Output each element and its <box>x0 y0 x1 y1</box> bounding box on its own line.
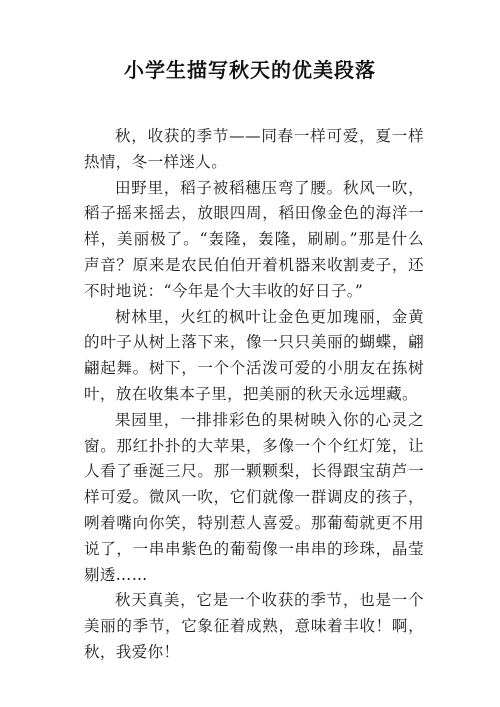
paragraph-field: 田野里，稻子被稻穗压弯了腰。秋风一吹，稻子摇来摇去，放眼四周，稻田像金色的海洋一样，美丽极了。“轰隆，轰隆，刷刷。”那是什么声音？原来是农民伯伯开着机器来收割麦子，还不时地说：“今年是个大丰收的好日子。” <box>84 178 424 300</box>
paragraph-conclusion: 秋天真美，它是一个收获的季节，也是一个美丽的季节，它象征着成熟，意味着丰收！啊，秋，我爱你！ <box>84 591 424 661</box>
document-title: 小学生描写秋天的优美段落 <box>124 58 376 82</box>
paragraph-intro: 秋，收获的季节——同春一样可爱，夏一样热情，冬一样迷人。 <box>84 127 424 171</box>
paragraph-orchard: 果园里，一排排彩色的果树映入你的心灵之窗。那红扑扑的大苹果，多像一个个红灯笼，让人看了垂涎三尺。那一颗颗梨，长得跟宝葫芦一样可爱。微风一吹，它们就像一群调皮的孩子，咧着嘴向你笑，特别惹人喜爱。那葡萄就更不用说了，一串串紫色的葡萄像一串串的珍珠，晶莹剔透…… <box>84 410 424 584</box>
paragraph-forest: 树林里，火红的枫叶让金色更加瑰丽，金黄的叶子从树上落下来，像一只只美丽的蝴蝶，翩翩起舞。树下，一个个活泼可爱的小朋友在拣树叶，放在收集本子里，把美丽的秋天永远埋藏。 <box>84 307 424 403</box>
document-body <box>84 124 424 666</box>
